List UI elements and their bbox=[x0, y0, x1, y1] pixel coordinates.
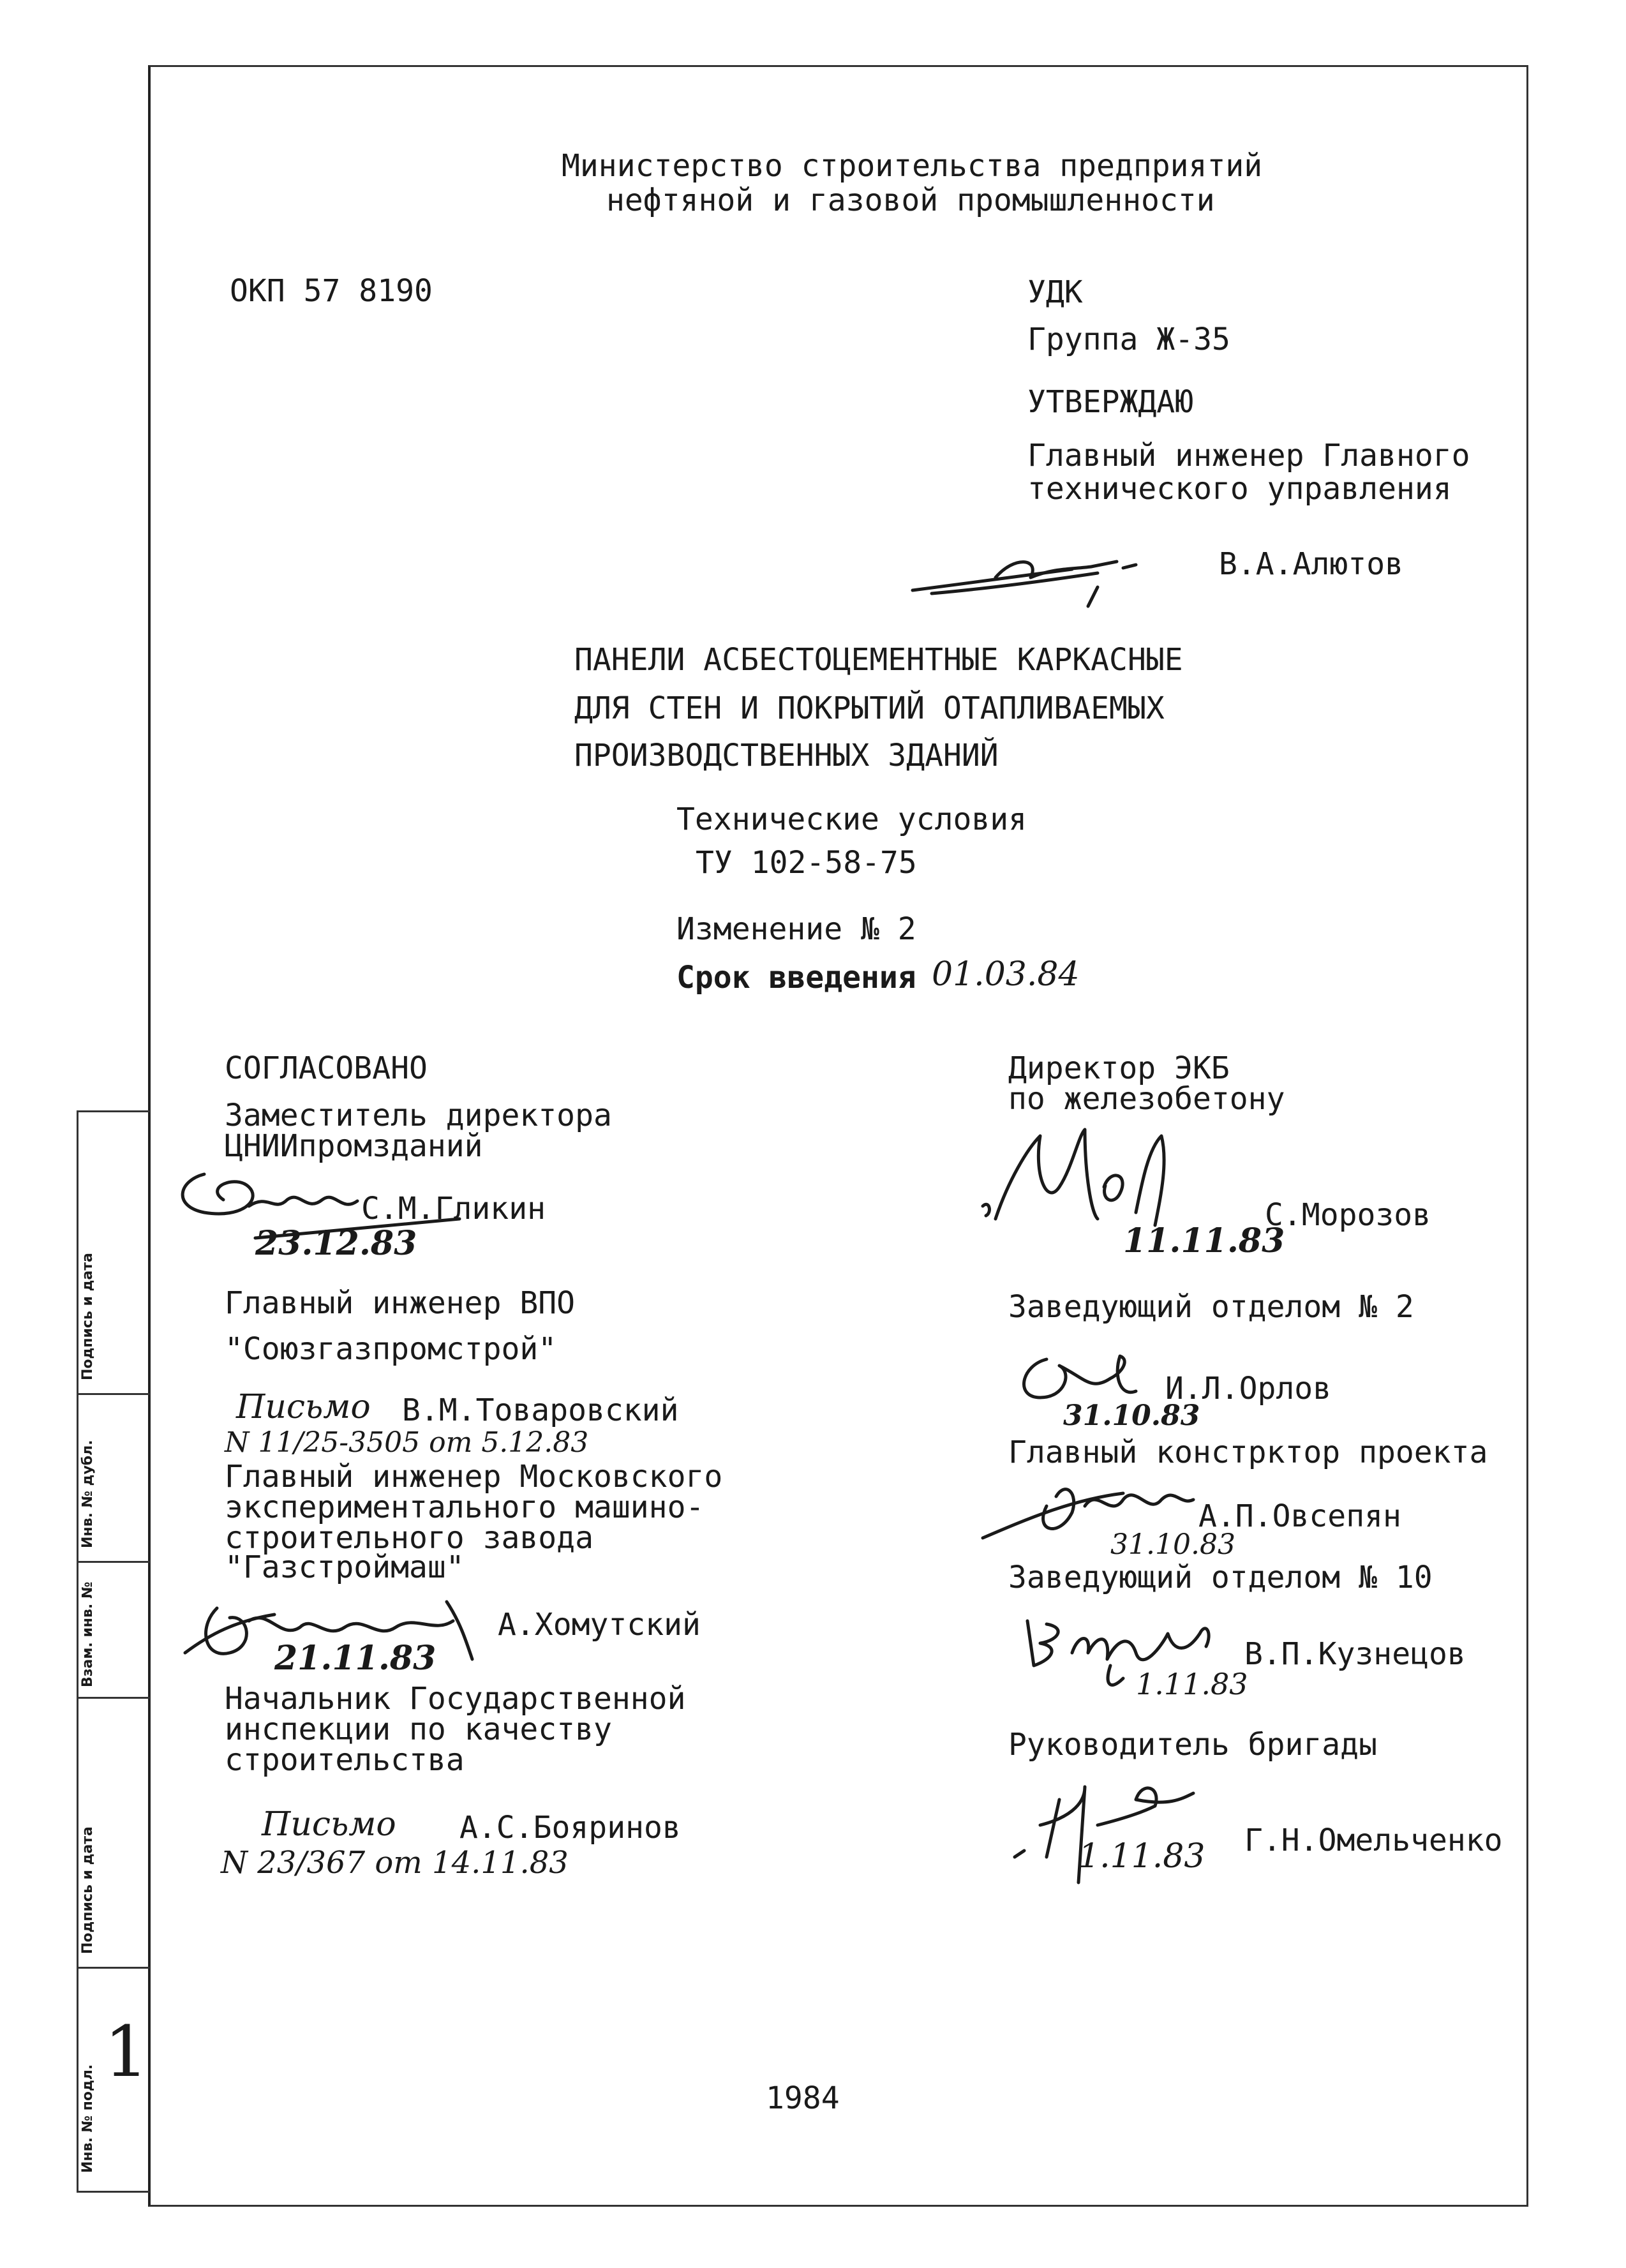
binding-cell-dup-inventory bbox=[78, 1395, 150, 1563]
signer2-position-line-2: "Союзгазпромстрой" bbox=[225, 1331, 557, 1367]
binding-original-number: 1 bbox=[104, 2011, 149, 2093]
approver-signature bbox=[906, 530, 1174, 613]
right5-date: 1.11.83 bbox=[1078, 1837, 1205, 1876]
approver-position-line-2: технического управления bbox=[1027, 471, 1452, 507]
change-number: Изменение № 2 bbox=[676, 911, 916, 947]
signer1-name: С.М.Гликин bbox=[361, 1191, 546, 1227]
signer1-date: 23.12.83 bbox=[255, 1224, 417, 1263]
udk-label: УДК bbox=[1027, 274, 1083, 310]
right1-position-line-1: Директор ЭКБ bbox=[1008, 1050, 1230, 1086]
ministry-line-1: Министерство строительства предприятий bbox=[562, 148, 1263, 184]
signer3-position-line-2: экспериментального машино- bbox=[225, 1489, 705, 1525]
signer2-letter-ref: N 11/25-3505 от 5.12.83 bbox=[225, 1426, 589, 1459]
okp-code: ОКП 57 8190 bbox=[230, 273, 433, 309]
binding-label-3: Взам. инв. № bbox=[80, 1581, 96, 1687]
signer4-position-line-3: строительства bbox=[225, 1742, 465, 1778]
binding-strip bbox=[77, 1110, 150, 2193]
right3-position: Главный констрктор проекта bbox=[1008, 1435, 1488, 1470]
binding-label-4: Подпись и дата bbox=[80, 1826, 96, 1954]
approver-position-line-1: Главный инженер Главного bbox=[1027, 438, 1470, 474]
signer4-position-line-1: Начальник Государственной bbox=[225, 1681, 686, 1717]
agreed-label: СОГЛАСОВАНО bbox=[225, 1050, 428, 1086]
approve-label: УТВЕРЖДАЮ bbox=[1027, 384, 1194, 420]
binding-label-1: Подпись и дата bbox=[80, 1253, 96, 1380]
group-code: Группа Ж-35 bbox=[1027, 322, 1230, 357]
binding-cell-signature-date-1 bbox=[78, 1112, 150, 1395]
signer4-name: А.С.Бояринов bbox=[459, 1810, 681, 1846]
signer3-name: А.Хомутский bbox=[498, 1607, 701, 1643]
signer3-position-line-1: Главный инженер Московского bbox=[225, 1459, 723, 1495]
approver-name: В.А.Алютов bbox=[1219, 546, 1403, 582]
year: 1984 bbox=[766, 2080, 840, 2116]
effective-date: 01.03.84 bbox=[932, 955, 1080, 994]
binding-cell-original-inventory bbox=[78, 1969, 150, 2189]
right5-position: Руководитель бригады bbox=[1008, 1727, 1377, 1763]
signer4-position-line-2: инспекции по качеству bbox=[225, 1712, 612, 1747]
signer1-position-line-2: ЦНИИпромзданий bbox=[225, 1128, 483, 1164]
right4-name: В.П.Кузнецов bbox=[1244, 1636, 1466, 1672]
right3-date: 31.10.83 bbox=[1110, 1528, 1235, 1561]
signer3-position-line-3: строительного завода bbox=[225, 1520, 593, 1556]
document-title-line-3: ПРОИЗВОДСТВЕННЫХ ЗДАНИЙ bbox=[574, 738, 999, 773]
right3-name: А.П.Овсепян bbox=[1198, 1498, 1401, 1534]
binding-label-2: Инв. № дубл. bbox=[80, 1440, 96, 1548]
right2-date: 31.10.83 bbox=[1063, 1399, 1200, 1432]
right5-name: Г.Н.Омельченко bbox=[1244, 1823, 1503, 1858]
right4-date: 1.11.83 bbox=[1136, 1667, 1248, 1701]
signer1-position-line-1: Заместитель директора bbox=[225, 1098, 612, 1133]
right1-position-line-2: по железобетону bbox=[1008, 1081, 1285, 1117]
signer2-name: В.М.Товаровский bbox=[402, 1392, 679, 1428]
right4-position: Заведующий отделом № 10 bbox=[1008, 1560, 1433, 1595]
document-code: ТУ 102-58-75 bbox=[696, 845, 917, 881]
right1-name: С.Морозов bbox=[1265, 1197, 1431, 1233]
binding-cell-replacement bbox=[78, 1563, 150, 1699]
effective-date-label: Срок введения bbox=[676, 960, 916, 996]
signer2-position-line-1: Главный инженер ВПО bbox=[225, 1285, 576, 1321]
right2-position: Заведующий отделом № 2 bbox=[1008, 1289, 1414, 1325]
signer3-date: 21.11.83 bbox=[274, 1639, 436, 1678]
binding-label-5: Инв. № подл. bbox=[80, 2064, 96, 2173]
signer4-letter-ref: N 23/367 от 14.11.83 bbox=[221, 1845, 569, 1881]
ministry-line-2: нефтяной и газовой промышленности bbox=[606, 183, 1215, 218]
binding-cell-signature-date-2 bbox=[78, 1699, 150, 1969]
document-title-line-2: ДЛЯ СТЕН И ПОКРЫТИЙ ОТАПЛИВАЕМЫХ bbox=[574, 690, 1165, 726]
signer4-letter: Письмо bbox=[262, 1805, 396, 1844]
document-type: Технические условия bbox=[676, 802, 1027, 837]
signer2-letter: Письмо bbox=[236, 1388, 371, 1426]
document-title-line-1: ПАНЕЛИ АСБЕСТОЦЕМЕНТНЫЕ КАРКАСНЫЕ bbox=[574, 642, 1183, 678]
signer3-position-line-4: "Газстроймаш" bbox=[225, 1549, 465, 1585]
right2-name: И.Л.Орлов bbox=[1165, 1371, 1332, 1406]
right1-date: 11.11.83 bbox=[1123, 1221, 1285, 1260]
